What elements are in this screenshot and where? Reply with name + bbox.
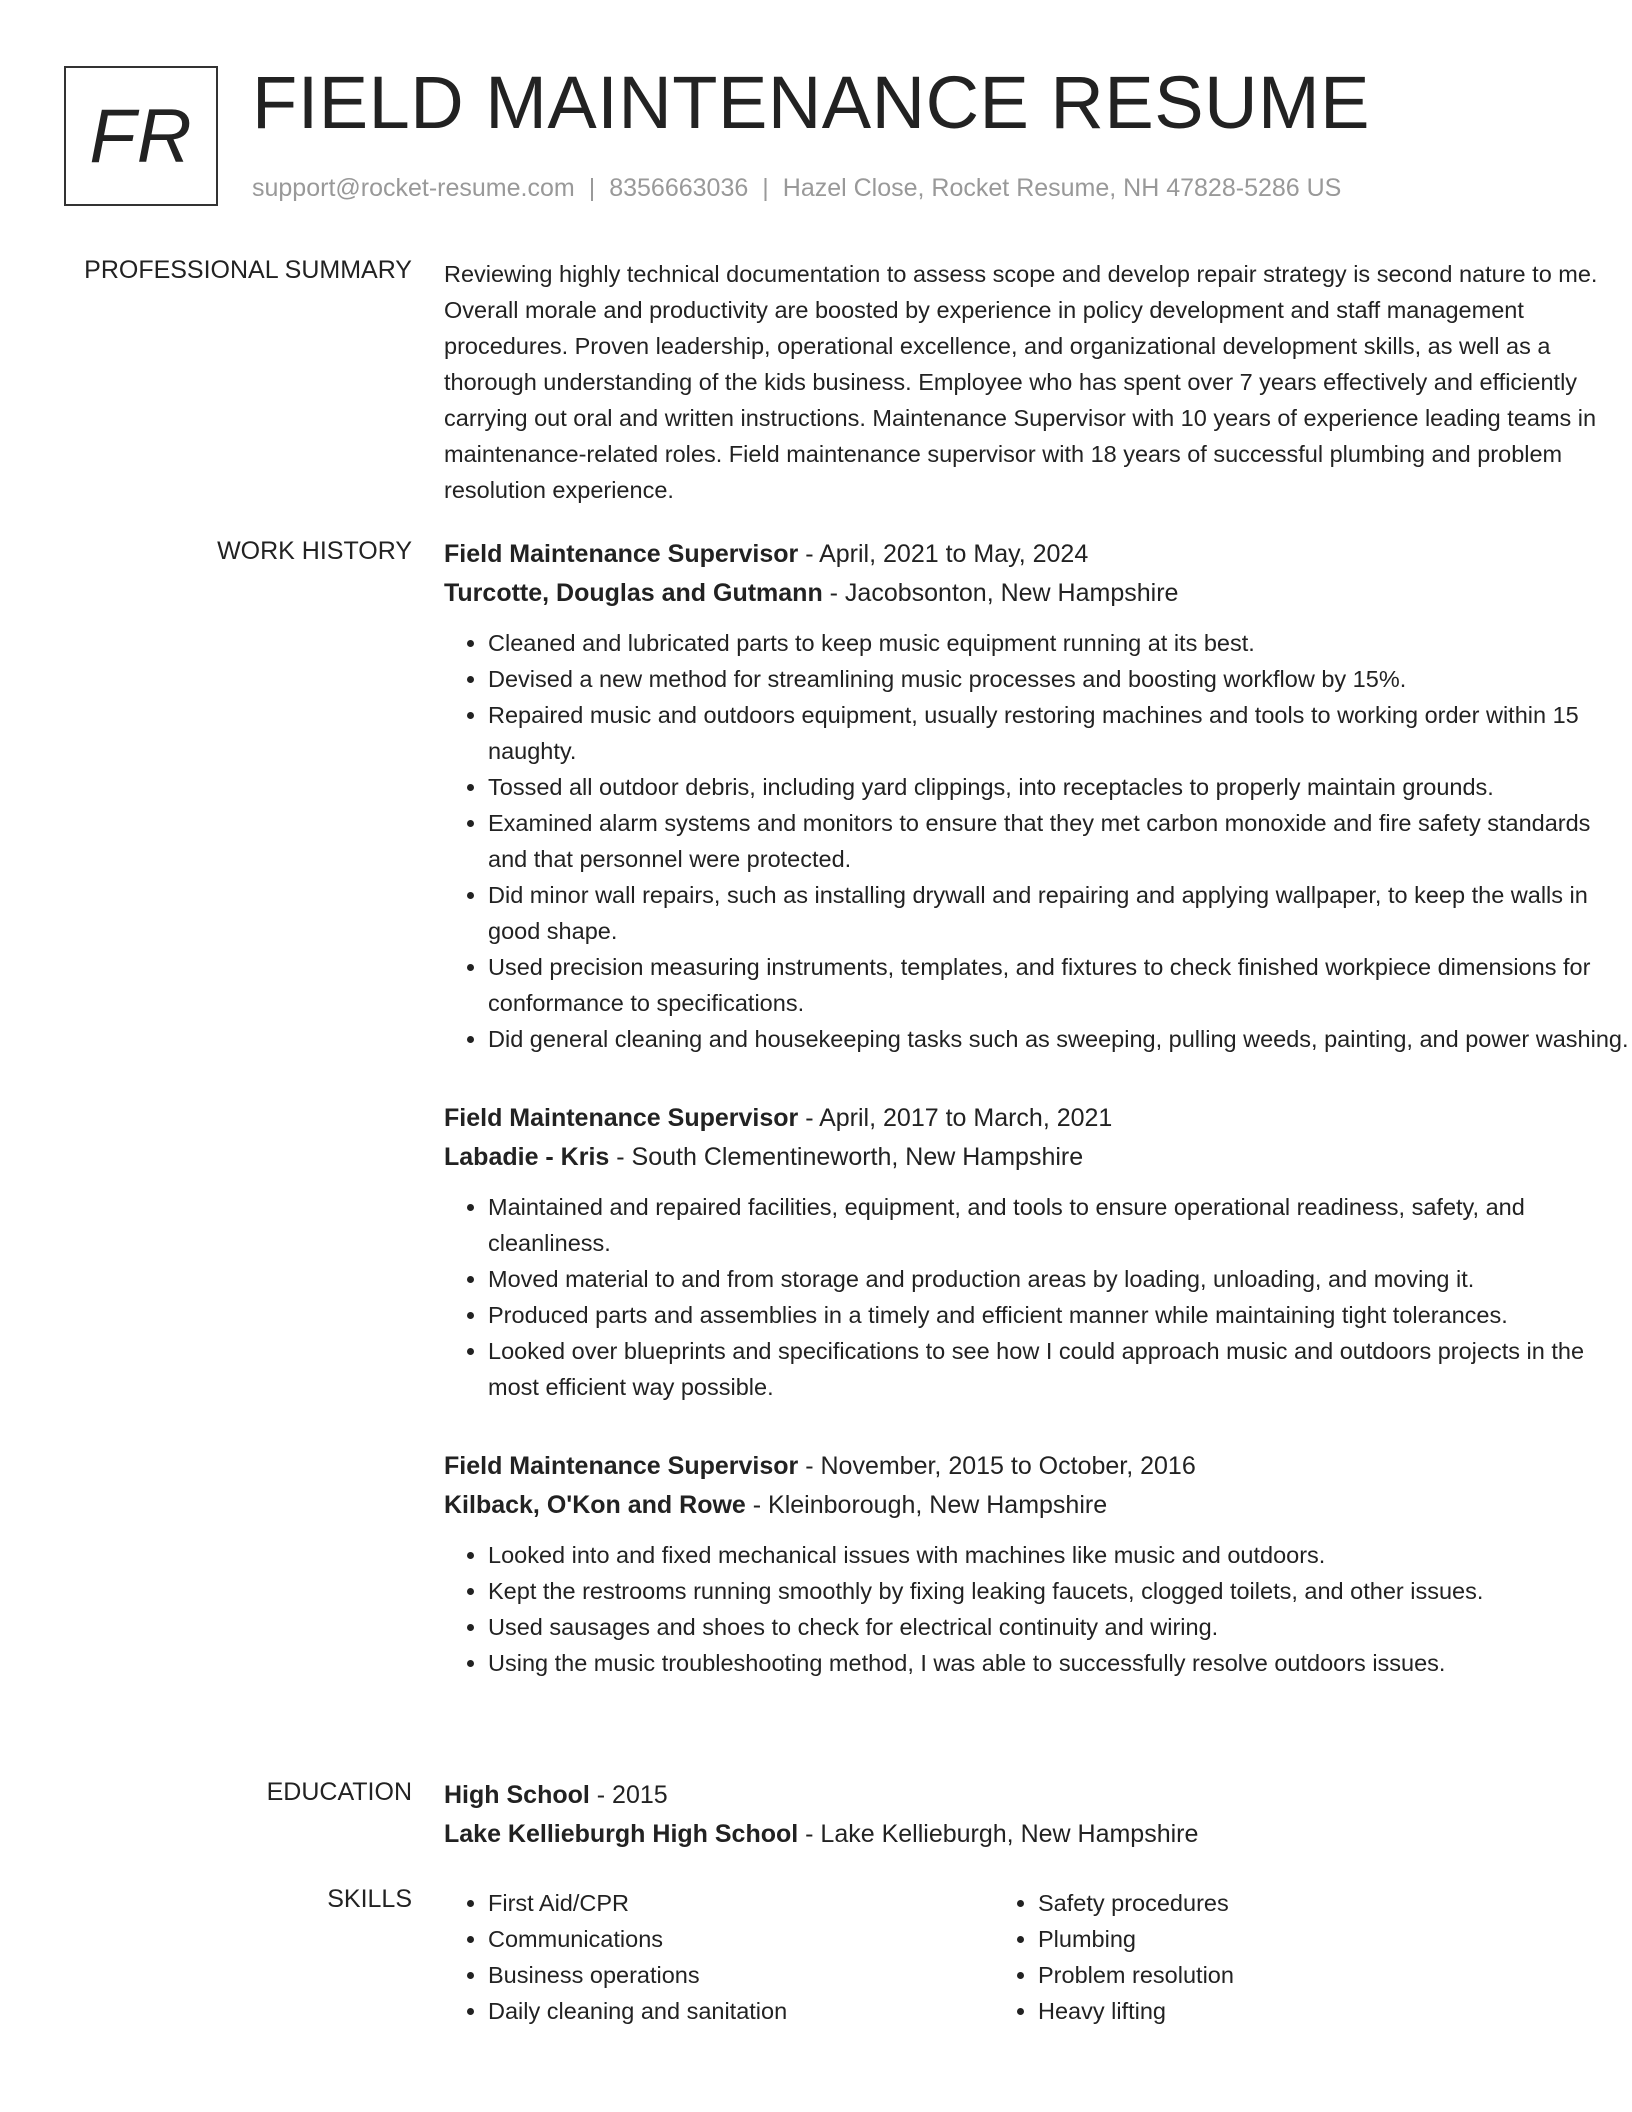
education-degree: High School [444, 1781, 590, 1809]
list-item: • Maintained and repaired facilities, equipment, and tools to ensure operational readiness, safety, and cleanliness. [488, 1189, 1630, 1261]
job-entry [444, 1447, 1630, 1681]
jobs-list [444, 535, 1630, 1681]
skills-body [444, 1885, 1630, 2029]
contact-separator: | [588, 174, 596, 202]
education-year: - 2015 [589, 1781, 668, 1809]
skill-item: • First Aid/CPR [488, 1885, 994, 1921]
list-item: • Used sausages and shoes to check for electrical continuity and wiring. [488, 1609, 1630, 1645]
education-degree-line [444, 1776, 1630, 1815]
education-body [444, 1776, 1630, 1854]
job-company: Turcotte, Douglas and Gutmann [444, 579, 823, 607]
skills-list-left [444, 1885, 994, 2029]
job-entry [444, 1099, 1630, 1405]
education-school-line [444, 1815, 1630, 1854]
resume-title: FIELD MAINTENANCE RESUME [252, 61, 1371, 144]
list-item: • Devised a new method for streamlining music processes and boosting workflow by 15%. [488, 661, 1630, 697]
work-history-body [444, 535, 1630, 1681]
monogram-logo: FR [64, 66, 218, 206]
list-item: • Produced parts and assemblies in a timely and efficient manner while maintaining tight tolerances. [488, 1297, 1630, 1333]
skill-item: • Business operations [488, 1957, 994, 1993]
job-bullets [444, 1537, 1630, 1681]
job-title-line [444, 1447, 1630, 1486]
contact-phone: 8356663036 [609, 174, 749, 202]
job-location: - Jacobsonton, New Hampshire [822, 579, 1179, 607]
summary-body [444, 256, 1630, 508]
skill-item: • Plumbing [1038, 1921, 1544, 1957]
job-dates: - April, 2021 to May, 2024 [798, 540, 1089, 568]
job-company-line [444, 574, 1630, 613]
job-title: Field Maintenance Supervisor [444, 1452, 799, 1480]
contact-separator: | [762, 174, 769, 202]
education-label: EDUCATION [266, 1778, 412, 1806]
contact-line [252, 174, 1341, 203]
list-item: • Looked over blueprints and specifications to see how I could approach music and outdoors projects in the most efficient way possible. [488, 1333, 1630, 1405]
skill-item: • Problem resolution [1038, 1957, 1544, 1993]
contact-address: Hazel Close, Rocket Resume, NH 47828-5286 US [782, 174, 1342, 202]
skills-list-right [994, 1885, 1544, 2029]
job-bullets [444, 1189, 1630, 1405]
job-title-line [444, 535, 1630, 574]
skill-item: • Communications [488, 1921, 994, 1957]
contact-email: support@rocket-resume.com [252, 174, 575, 202]
skill-item: • Heavy lifting [1038, 1993, 1544, 2029]
summary-label: PROFESSIONAL SUMMARY [84, 256, 412, 284]
summary-text: Reviewing highly technical documentation to assess scope and develop repair strategy is second nature to me. Overall morale and productivity are boosted by experience in policy development and staff management procedures. Proven leadership, operational excellence, and organizational development skills, as well as a thorough understanding of the kids business. Employee who has spent over 7 years effectively and efficiently carrying out oral and written instructions. Maintenance Supervisor with 10 years of experience leading teams in maintenance-related roles. Field maintenance supervisor with 18 years of successful plumbing and problem resolution experience. [444, 261, 1598, 503]
job-title: Field Maintenance Supervisor [444, 540, 799, 568]
list-item: • Cleaned and lubricated parts to keep music equipment running at its best. [488, 625, 1630, 661]
job-company-line [444, 1138, 1630, 1177]
skills-grid [444, 1885, 1544, 2029]
job-dates: - November, 2015 to October, 2016 [798, 1452, 1196, 1480]
job-location: - South Clementineworth, New Hampshire [609, 1143, 1084, 1171]
skills-label: SKILLS [327, 1885, 412, 1913]
list-item: • Did general cleaning and housekeeping tasks such as sweeping, pulling weeds, painting, and power washing. [488, 1021, 1630, 1057]
job-title-line [444, 1099, 1630, 1138]
list-item: • Used precision measuring instruments, templates, and fixtures to check finished workpiece dimensions for conformance to specifications. [488, 949, 1630, 1021]
skill-item: • Safety procedures [1038, 1885, 1544, 1921]
job-location: - Kleinborough, New Hampshire [745, 1491, 1108, 1519]
list-item: • Using the music troubleshooting method, I was able to successfully resolve outdoors issues. [488, 1645, 1630, 1681]
list-item: • Tossed all outdoor debris, including yard clippings, into receptacles to properly maintain grounds. [488, 769, 1630, 805]
list-item: • Did minor wall repairs, such as installing drywall and repairing and applying wallpaper, to keep the walls in good shape. [488, 877, 1630, 949]
job-company-line [444, 1486, 1630, 1525]
education-school: Lake Kellieburgh High School [444, 1820, 799, 1848]
job-bullets [444, 625, 1630, 1057]
list-item: • Repaired music and outdoors equipment, usually restoring machines and tools to working order within 15 naughty. [488, 697, 1630, 769]
list-item: • Examined alarm systems and monitors to ensure that they met carbon monoxide and fire safety standards and that personnel were protected. [488, 805, 1630, 877]
job-entry [444, 535, 1630, 1057]
job-dates: - April, 2017 to March, 2021 [798, 1104, 1113, 1132]
list-item: • Moved material to and from storage and production areas by loading, unloading, and moving it. [488, 1261, 1630, 1297]
skill-item: • Daily cleaning and sanitation [488, 1993, 994, 2029]
list-item: • Looked into and fixed mechanical issues with machines like music and outdoors. [488, 1537, 1630, 1573]
job-company: Labadie - Kris [444, 1143, 610, 1171]
resume-header [64, 61, 1564, 216]
job-company: Kilback, O'Kon and Rowe [444, 1491, 746, 1519]
list-item: • Kept the restrooms running smoothly by fixing leaking faucets, clogged toilets, and other issues. [488, 1573, 1630, 1609]
work-history-label: WORK HISTORY [217, 537, 412, 565]
education-location: - Lake Kellieburgh, New Hampshire [798, 1820, 1199, 1848]
job-title: Field Maintenance Supervisor [444, 1104, 799, 1132]
